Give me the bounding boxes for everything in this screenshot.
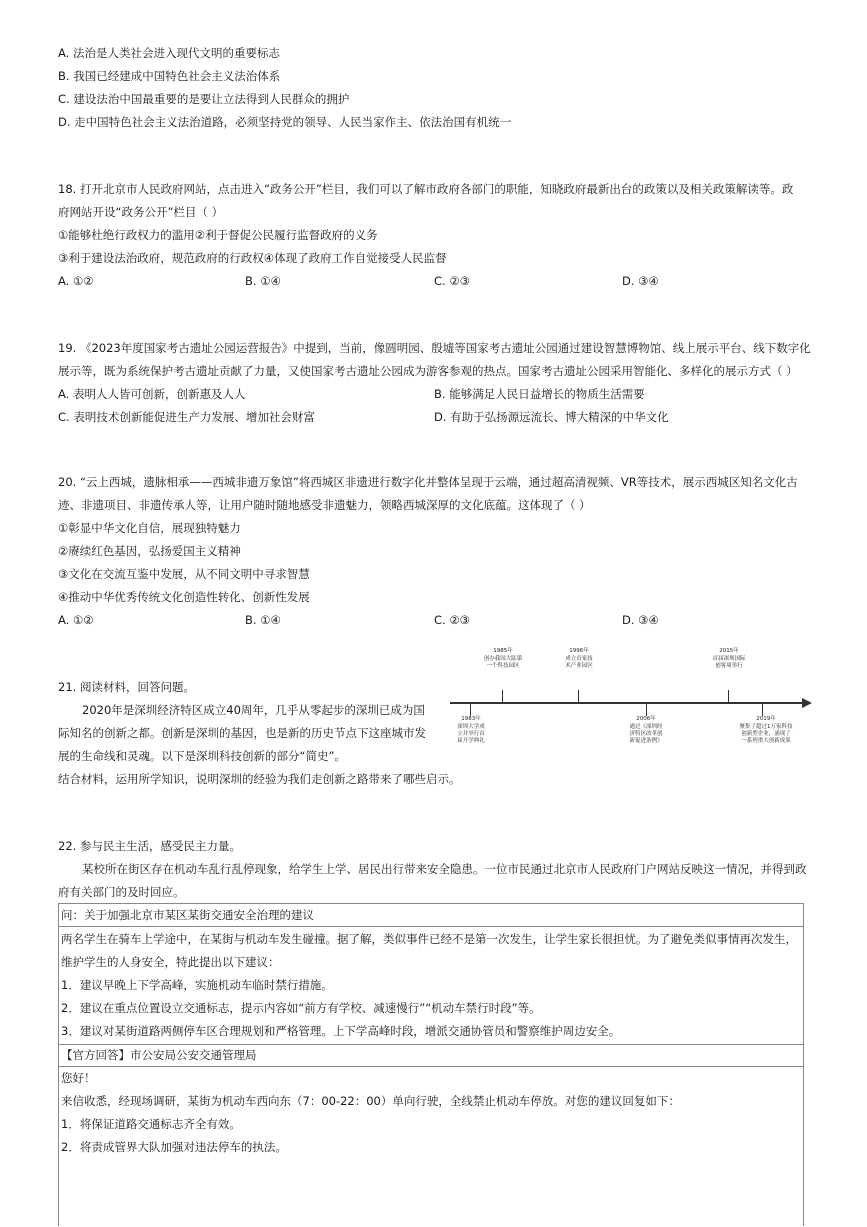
- q20-option-c: C. ②③: [434, 613, 470, 627]
- q21-para-line2: 际知名的创新之都。创新是深圳的基因，也是新的历史节点下这座城市发: [58, 726, 426, 740]
- q18-option-b: B. ①④: [245, 274, 281, 288]
- q20-item-2: ②赓续红色基因，弘扬爱国主义精神: [58, 544, 241, 558]
- q22-title: 22. 参与民主生活，感受民主力量。: [58, 839, 241, 853]
- q20-item-3: ③文化在交流互鉴中发展，从不同文明中寻求智慧: [58, 567, 310, 581]
- timeline-arrow: [802, 698, 812, 708]
- timeline-tick: [502, 690, 503, 702]
- q21-para-line3: 展的生命线和灵魂。以下是深圳科技创新的部分“简史”。: [58, 749, 346, 763]
- table-divider: [59, 926, 803, 927]
- q22-para-line1: 某校所在街区存在机动车乱行乱停现象，给学生上学、居民出行带来安全隐患。一位市民通过北京市人民政府门户网站反映这一情况，并得到政: [82, 862, 807, 876]
- q22-para-line2: 府有关部门的及时回应。: [58, 885, 185, 899]
- timeline-event-year: 2015年: [719, 648, 739, 654]
- official-answer-title: 【官方回答】市公安局公安交通管理局: [61, 1048, 257, 1062]
- timeline-event-text: 成立首家技 术产业园区: [565, 656, 593, 669]
- timeline-event-year: 2006年: [636, 716, 656, 722]
- timeline-tick: [762, 704, 763, 716]
- answer-line1: 来信收悉，经现场调研，某街为机动车西向东（7：00-22：00）单向行驶，全线禁止机动车停放。对您的建议回复如下：: [61, 1094, 680, 1108]
- table-divider: [59, 1066, 803, 1067]
- q20-stem-line2: 迹、非遗项目、非遗传承人等，让用户随时随地感受非遗魅力，领略西城深厚的文化底蕴。这体现了（ ）: [58, 498, 591, 512]
- timeline-tick: [646, 704, 647, 716]
- q17-option-c: C. 建设法治中国最重要的是要让立法得到人民群众的拥护: [58, 92, 350, 106]
- timeline-axis: [450, 702, 802, 704]
- q19-option-d: D. 有助于弘扬源远流长、博大精深的中华文化: [434, 410, 669, 424]
- q19-option-c: C. 表明技术创新能促进生产力发展、增加社会财富: [58, 410, 315, 424]
- timeline-event-text: 通过《深圳经 济特区改革创 新促进条例》: [629, 724, 663, 744]
- answer-item-1: 1．将保证道路交通标志齐全有效。: [61, 1117, 241, 1131]
- timeline-tick: [470, 704, 471, 716]
- q19-stem-line1: 19. 《2023年度国家考古遗址公园运营报告》中提到，当前，像圆明园、殷墟等国家考古遗址公园通过建设智慧博物馆、线上展示平台、线下数字化: [58, 341, 811, 355]
- timeline-event-text: 聚集了超过1万家科技 创新型企业，涌现了 一系列重大创新成果: [739, 724, 793, 744]
- timeline-event-text: 创办我国大陆第 一个科技园区: [483, 656, 523, 669]
- q21-para-line1: 2020年是深圳经济特区成立40周年，几乎从零起步的深圳已成为国: [82, 703, 425, 717]
- shenzhen-timeline: [440, 640, 820, 760]
- q19-stem-line2: 展示等，既为系统保护考古遗址贡献了力量，又使国家考古遗址公园成为游客参观的热点。国家考古遗址公园采用智能化、多样化的展示方式（ ）: [58, 364, 798, 378]
- letter-suggestion-3: 3．建议对某街道路两侧停车区合理规划和严格管理。上下学高峰时段，增派交通协管员和警察维护周边安全。: [61, 1024, 621, 1038]
- q21-question: 结合材料，运用所学知识，说明深圳的经验为我们走创新之路带来了哪些启示。: [58, 772, 461, 786]
- q18-option-d: D. ③④: [622, 274, 659, 288]
- timeline-event-year: 1985年: [493, 648, 513, 654]
- timeline-tick: [578, 690, 579, 702]
- q20-option-a: A. ①②: [58, 613, 94, 627]
- q18-stem-line1: 18. 打开北京市人民政府网站，点击进入“政务公开”栏目，我们可以了解市政府各部门的职能，知晓政府最新出台的政策以及相关政策解读等。政: [58, 182, 794, 196]
- q20-option-d: D. ③④: [622, 613, 659, 627]
- q18-stem-line2: 府网站开设“政务公开”栏目（ ）: [58, 205, 224, 219]
- letter-body-line2: 维护学生的人身安全，特此提出以下建议：: [61, 955, 280, 969]
- q19-option-b: B. 能够满足人民日益增长的物质生活需要: [434, 387, 645, 401]
- q18-option-c: C. ②③: [434, 274, 470, 288]
- q20-stem-line1: 20. “云上西城，遗脉相承——西城非遗万象馆”将西城区非遗进行数字化并整体呈现于云端，通过超高清视频、VR等技术，展示西城区知名文化古: [58, 475, 798, 489]
- q20-item-4: ④推动中华优秀传统文化创造性转化、创新性发展: [58, 590, 310, 604]
- q20-item-1: ①彰显中华文化自信，展现独特魅力: [58, 521, 241, 535]
- letter-suggestion-1: 1．建议早晚上下学高峰，实施机动车临时禁行措施。: [61, 978, 333, 992]
- timeline-event-year: 2019年: [756, 716, 776, 722]
- q19-option-a: A. 表明人人皆可创新，创新惠及人人: [58, 387, 246, 401]
- timeline-event-text: 首届深圳国际 创客周举行: [712, 656, 746, 669]
- letter-suggestion-2: 2．建议在重点位置设立交通标志，提示内容如“前方有学校、减速慢行”“机动车禁行时段”等。: [61, 1001, 541, 1015]
- letter-table: [58, 903, 804, 1226]
- timeline-event-year: 1983年: [461, 716, 481, 722]
- timeline-event-year: 1996年: [569, 648, 589, 654]
- timeline-event-text: 深圳大学成 立并举行首 届开学典礼: [457, 724, 485, 744]
- letter-question-title: 问：关于加强北京市某区某街交通安全治理的建议: [61, 908, 314, 922]
- q20-option-b: B. ①④: [245, 613, 281, 627]
- answer-item-2: 2．将责成管界大队加强对违法停车的执法。: [61, 1140, 287, 1154]
- q18-item-line2: ③利于建设法治政府，规范政府的行政权④体现了政府工作自觉接受人民监督: [58, 251, 447, 265]
- timeline-tick: [728, 690, 729, 702]
- answer-greeting: 您好！: [61, 1071, 96, 1085]
- q18-option-a: A. ①②: [58, 274, 94, 288]
- table-divider: [59, 1044, 803, 1045]
- q18-item-line1: ①能够杜绝行政权力的滥用②利于督促公民履行监督政府的义务: [58, 228, 378, 242]
- letter-body-line1: 两名学生在骑车上学途中，在某街与机动车发生碰撞。据了解，类似事件已经不是第一次发生，让学生家长很担忧。为了避免类似事情再次发生，: [61, 932, 797, 946]
- q17-option-b: B. 我国已经建成中国特色社会主义法治体系: [58, 69, 281, 83]
- q17-option-d: D. 走中国特色社会主义法治道路，必须坚持党的领导、人民当家作主、依法治国有机统一: [58, 115, 512, 129]
- q17-option-a: A. 法治是人类社会进入现代文明的重要标志: [58, 46, 280, 60]
- q21-title: 21. 阅读材料，回答问题。: [58, 680, 195, 694]
